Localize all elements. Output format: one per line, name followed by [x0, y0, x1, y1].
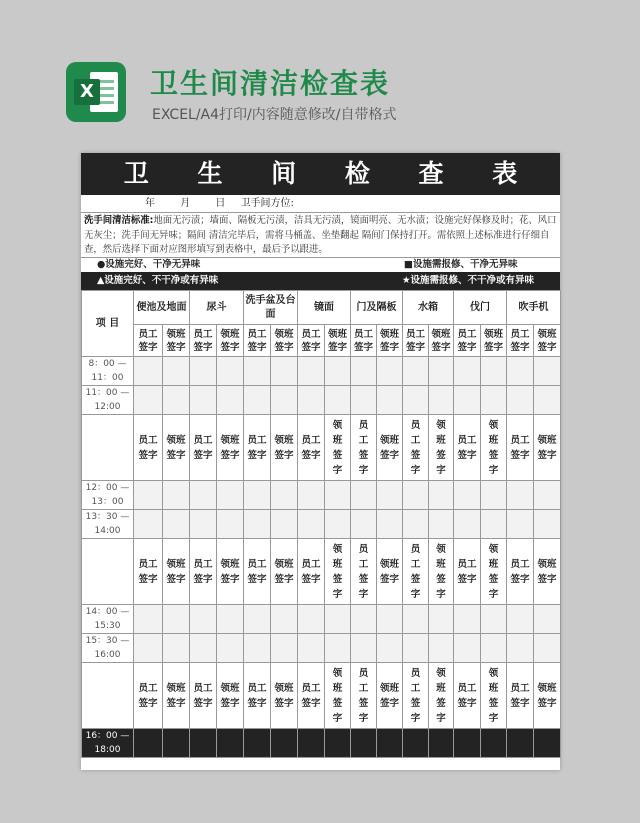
staff-sign-header: 员工签字 — [507, 325, 534, 357]
sheet-title: 卫 生 间 检 查 表 — [81, 153, 560, 195]
staff-sign-cell[interactable]: 员工签字 — [403, 415, 429, 481]
check-cell[interactable] — [325, 357, 351, 386]
year-label: 年 — [145, 198, 155, 209]
lead-sign-header: 领班签字 — [534, 325, 561, 357]
check-cell[interactable] — [217, 386, 244, 415]
lead-sign-cell[interactable]: 领班签字 — [429, 415, 454, 481]
check-cell[interactable] — [403, 634, 429, 663]
check-cell[interactable] — [271, 634, 298, 663]
staff-sign-cell[interactable]: 员工签字 — [298, 539, 325, 605]
signature-row — [82, 539, 561, 605]
lead-sign-cell[interactable]: 领班签字 — [481, 539, 507, 605]
inspection-sheet — [81, 153, 560, 770]
staff-sign-cell[interactable]: 员工签字 — [298, 663, 325, 729]
col-header-valve: 伐门 — [454, 291, 507, 325]
check-cell[interactable] — [429, 510, 454, 539]
lead-sign-cell[interactable]: 领班签字 — [217, 415, 244, 481]
lead-sign-cell[interactable]: 领班签字 — [377, 415, 403, 481]
check-cell[interactable] — [244, 729, 271, 758]
check-cell[interactable] — [217, 634, 244, 663]
lead-sign-cell[interactable]: 领班签字 — [534, 663, 561, 729]
check-cell[interactable] — [325, 605, 351, 634]
check-cell[interactable] — [481, 634, 507, 663]
lead-sign-header: 领班签字 — [271, 325, 298, 357]
staff-sign-header: 员工签字 — [244, 325, 271, 357]
lead-sign-cell[interactable]: 领班签字 — [377, 663, 403, 729]
staff-sign-cell[interactable]: 员工签字 — [403, 539, 429, 605]
staff-sign-cell[interactable]: 员工签字 — [190, 415, 217, 481]
staff-sign-cell[interactable]: 员工签字 — [190, 539, 217, 605]
standard-text: 地面无污渍；墙面、隔板无污渍，洁具无污渍，镜面明亮、无水渍；设施完好保修及时；花、风口无灰尘；洗手间无异味；隔间 清洁完毕后，需将马桶盖、坐垫翻起 隔间门保持打开。需依照上述标准进行仔细自查，然后选择下面对应图形填写到表格中，最后予以跟进。 — [84, 215, 557, 255]
check-cell[interactable] — [429, 481, 454, 510]
check-cell[interactable] — [271, 357, 298, 386]
signature-header-row — [82, 325, 561, 357]
inspection-table — [81, 290, 561, 758]
lead-sign-cell[interactable]: 领班签字 — [163, 663, 190, 729]
check-cell[interactable] — [351, 481, 377, 510]
check-cell[interactable] — [403, 605, 429, 634]
check-cell[interactable] — [163, 605, 190, 634]
legend-row-2 — [81, 272, 560, 290]
page-subtitle: EXCEL/A4打印/内容随意修改/自带格式 — [152, 107, 397, 123]
check-cell[interactable] — [244, 357, 271, 386]
check-cell[interactable] — [403, 510, 429, 539]
check-cell[interactable] — [271, 510, 298, 539]
lead-sign-cell[interactable]: 领班签字 — [325, 539, 351, 605]
check-cell[interactable] — [163, 729, 190, 758]
check-cell[interactable] — [325, 634, 351, 663]
day-label: 日 — [215, 198, 226, 209]
staff-sign-cell[interactable]: 员工签字 — [351, 539, 377, 605]
check-cell[interactable] — [534, 357, 561, 386]
check-cell[interactable] — [298, 510, 325, 539]
check-cell[interactable] — [163, 510, 190, 539]
check-cell[interactable] — [507, 481, 534, 510]
check-cell[interactable] — [351, 357, 377, 386]
check-cell[interactable] — [190, 605, 217, 634]
check-cell[interactable] — [377, 729, 403, 758]
staff-sign-cell[interactable]: 员工签字 — [454, 415, 481, 481]
check-cell[interactable] — [403, 481, 429, 510]
signature-row — [82, 415, 561, 481]
lead-sign-cell[interactable]: 领班签字 — [534, 539, 561, 605]
col-header-toilet-floor: 便池及地面 — [134, 291, 190, 325]
check-cell[interactable] — [217, 357, 244, 386]
check-cell[interactable] — [271, 729, 298, 758]
check-cell[interactable] — [351, 386, 377, 415]
time-slot-1: 8：00 —11：00 — [82, 357, 134, 386]
time-slot-7: 16：00 —18:00 — [82, 729, 134, 758]
lead-sign-cell[interactable]: 领班签字 — [429, 663, 454, 729]
legend-star: ★设施需报修、不干净或有异味 — [402, 275, 535, 286]
check-cell[interactable] — [534, 510, 561, 539]
check-cell[interactable] — [217, 510, 244, 539]
col-header-door-partition: 门及隔板 — [351, 291, 403, 325]
time-slot-3: 12：00 —13：00 — [82, 481, 134, 510]
check-cell[interactable] — [507, 357, 534, 386]
check-cell[interactable] — [429, 357, 454, 386]
time-row — [82, 634, 561, 663]
check-cell[interactable] — [351, 634, 377, 663]
check-cell[interactable] — [163, 357, 190, 386]
check-cell[interactable] — [163, 634, 190, 663]
check-cell[interactable] — [134, 510, 163, 539]
check-cell[interactable] — [134, 481, 163, 510]
check-cell[interactable] — [271, 481, 298, 510]
staff-sign-header: 员工签字 — [134, 325, 163, 357]
col-header-water-tank: 水箱 — [403, 291, 454, 325]
staff-sign-cell[interactable]: 员工签字 — [351, 663, 377, 729]
check-cell[interactable] — [190, 729, 217, 758]
check-cell[interactable] — [190, 510, 217, 539]
check-cell[interactable] — [134, 634, 163, 663]
check-cell[interactable] — [377, 357, 403, 386]
check-cell[interactable] — [190, 634, 217, 663]
location-label: 卫手间方位: — [240, 198, 294, 209]
check-cell[interactable] — [244, 605, 271, 634]
staff-sign-cell[interactable]: 员工签字 — [454, 663, 481, 729]
date-row — [81, 195, 560, 213]
legend-row-1 — [81, 257, 560, 272]
lead-sign-cell[interactable]: 领班签字 — [377, 539, 403, 605]
check-cell[interactable] — [377, 386, 403, 415]
excel-x-mark: X — [74, 79, 100, 105]
check-cell[interactable] — [134, 729, 163, 758]
col-header-urinal: 尿斗 — [190, 291, 244, 325]
lead-sign-cell[interactable]: 领班签字 — [481, 415, 507, 481]
check-cell[interactable] — [534, 605, 561, 634]
check-cell[interactable] — [298, 634, 325, 663]
lead-sign-cell[interactable]: 领班签字 — [271, 663, 298, 729]
month-label: 月 — [180, 198, 191, 209]
check-cell[interactable] — [403, 357, 429, 386]
lead-sign-cell[interactable]: 领班签字 — [163, 415, 190, 481]
time-row — [82, 386, 561, 415]
check-cell[interactable] — [377, 510, 403, 539]
check-cell[interactable] — [298, 481, 325, 510]
lead-sign-cell[interactable]: 领班签字 — [534, 415, 561, 481]
staff-sign-header: 员工签字 — [190, 325, 217, 357]
check-cell[interactable] — [454, 729, 481, 758]
check-cell[interactable] — [244, 386, 271, 415]
check-cell[interactable] — [163, 481, 190, 510]
lead-sign-cell[interactable]: 领班签字 — [325, 663, 351, 729]
header-row — [82, 291, 561, 325]
signature-row — [82, 663, 561, 729]
page-title: 卫生间清洁检查表 — [150, 67, 391, 100]
check-cell[interactable] — [298, 729, 325, 758]
staff-sign-cell[interactable]: 员工签字 — [244, 663, 271, 729]
staff-sign-cell[interactable]: 员工签字 — [507, 663, 534, 729]
time-row — [82, 605, 561, 634]
check-cell[interactable] — [190, 357, 217, 386]
col-header-hand-dryer: 吹手机 — [507, 291, 561, 325]
time-row — [82, 729, 561, 758]
check-cell[interactable] — [325, 386, 351, 415]
staff-sign-cell[interactable]: 员工签字 — [134, 663, 163, 729]
check-cell[interactable] — [507, 729, 534, 758]
lead-sign-header: 领班签字 — [217, 325, 244, 357]
time-slot-6: 15：30 —16:00 — [82, 634, 134, 663]
item-header: 项 目 — [82, 291, 134, 357]
check-cell[interactable] — [481, 605, 507, 634]
check-cell[interactable] — [217, 605, 244, 634]
staff-sign-header: 员工签字 — [403, 325, 429, 357]
page-header — [0, 0, 640, 150]
check-cell[interactable] — [163, 386, 190, 415]
check-cell[interactable] — [534, 481, 561, 510]
time-slot-5: 14：00 —15:30 — [82, 605, 134, 634]
check-cell[interactable] — [507, 386, 534, 415]
check-cell[interactable] — [534, 729, 561, 758]
check-cell[interactable] — [429, 634, 454, 663]
lead-sign-header: 领班签字 — [481, 325, 507, 357]
staff-sign-cell[interactable]: 员工签字 — [134, 539, 163, 605]
time-slot-4: 13：30 —14:00 — [82, 510, 134, 539]
check-cell[interactable] — [507, 510, 534, 539]
check-cell[interactable] — [190, 481, 217, 510]
check-cell[interactable] — [377, 634, 403, 663]
lead-sign-cell[interactable]: 领班签字 — [271, 415, 298, 481]
check-cell[interactable] — [351, 605, 377, 634]
time-row — [82, 481, 561, 510]
check-cell[interactable] — [403, 386, 429, 415]
check-cell[interactable] — [325, 729, 351, 758]
check-cell[interactable] — [507, 634, 534, 663]
check-cell[interactable] — [217, 729, 244, 758]
lead-sign-cell[interactable]: 领班签字 — [217, 539, 244, 605]
check-cell[interactable] — [454, 634, 481, 663]
lead-sign-header: 领班签字 — [377, 325, 403, 357]
lead-sign-cell[interactable]: 领班签字 — [429, 539, 454, 605]
staff-sign-header: 员工签字 — [454, 325, 481, 357]
lead-sign-header: 领班签字 — [325, 325, 351, 357]
check-cell[interactable] — [298, 357, 325, 386]
check-cell[interactable] — [481, 386, 507, 415]
excel-logo-icon — [66, 62, 126, 122]
check-cell[interactable] — [454, 357, 481, 386]
lead-sign-cell[interactable]: 领班签字 — [217, 663, 244, 729]
staff-sign-cell[interactable]: 员工签字 — [244, 415, 271, 481]
check-cell[interactable] — [481, 481, 507, 510]
check-cell[interactable] — [271, 386, 298, 415]
lead-sign-cell[interactable]: 领班签字 — [481, 663, 507, 729]
check-cell[interactable] — [534, 386, 561, 415]
time-row — [82, 510, 561, 539]
check-cell[interactable] — [325, 510, 351, 539]
check-cell[interactable] — [217, 481, 244, 510]
check-cell[interactable] — [454, 605, 481, 634]
staff-sign-cell[interactable]: 员工签字 — [190, 663, 217, 729]
check-cell[interactable] — [454, 510, 481, 539]
check-cell[interactable] — [403, 729, 429, 758]
check-cell[interactable] — [134, 386, 163, 415]
staff-sign-cell[interactable]: 员工签字 — [351, 415, 377, 481]
staff-sign-cell[interactable]: 员工签字 — [507, 415, 534, 481]
cleaning-standard — [81, 213, 560, 257]
check-cell[interactable] — [377, 605, 403, 634]
check-cell[interactable] — [190, 386, 217, 415]
staff-sign-cell[interactable]: 员工签字 — [134, 415, 163, 481]
staff-sign-cell[interactable]: 员工签字 — [507, 539, 534, 605]
lead-sign-header: 领班签字 — [429, 325, 454, 357]
staff-sign-cell[interactable]: 员工签字 — [244, 539, 271, 605]
check-cell[interactable] — [377, 481, 403, 510]
check-cell[interactable] — [481, 729, 507, 758]
check-cell[interactable] — [429, 386, 454, 415]
standard-label: 洗手间清洁标准: — [84, 215, 154, 226]
check-cell[interactable] — [271, 605, 298, 634]
time-slot-2: 11：00 —12:00 — [82, 386, 134, 415]
staff-sign-cell[interactable]: 员工签字 — [403, 663, 429, 729]
check-cell[interactable] — [429, 729, 454, 758]
check-cell[interactable] — [325, 481, 351, 510]
staff-sign-cell[interactable]: 员工签字 — [454, 539, 481, 605]
check-cell[interactable] — [507, 605, 534, 634]
check-cell[interactable] — [481, 357, 507, 386]
check-cell[interactable] — [134, 357, 163, 386]
staff-sign-header: 员工签字 — [351, 325, 377, 357]
legend-square: ■设施需报修、干净无异味 — [404, 259, 518, 270]
check-cell[interactable] — [454, 386, 481, 415]
check-cell[interactable] — [134, 605, 163, 634]
check-cell[interactable] — [298, 386, 325, 415]
legend-triangle: ▲设施完好、不干净或有异味 — [97, 275, 219, 286]
staff-sign-cell[interactable]: 员工签字 — [298, 415, 325, 481]
lead-sign-cell[interactable]: 领班签字 — [163, 539, 190, 605]
lead-sign-header: 领班签字 — [163, 325, 190, 357]
check-cell[interactable] — [351, 729, 377, 758]
check-cell[interactable] — [298, 605, 325, 634]
col-header-mirror: 镜面 — [298, 291, 351, 325]
check-cell[interactable] — [454, 481, 481, 510]
check-cell[interactable] — [244, 510, 271, 539]
legend-circle: ●设施完好、干净无异味 — [97, 259, 201, 270]
check-cell[interactable] — [351, 510, 377, 539]
check-cell[interactable] — [429, 605, 454, 634]
lead-sign-cell[interactable]: 领班签字 — [271, 539, 298, 605]
check-cell[interactable] — [244, 634, 271, 663]
lead-sign-cell[interactable]: 领班签字 — [325, 415, 351, 481]
check-cell[interactable] — [244, 481, 271, 510]
check-cell[interactable] — [481, 510, 507, 539]
staff-sign-header: 员工签字 — [298, 325, 325, 357]
check-cell[interactable] — [534, 634, 561, 663]
col-header-washbasin: 洗手盆及台面 — [244, 291, 298, 325]
time-row — [82, 357, 561, 386]
